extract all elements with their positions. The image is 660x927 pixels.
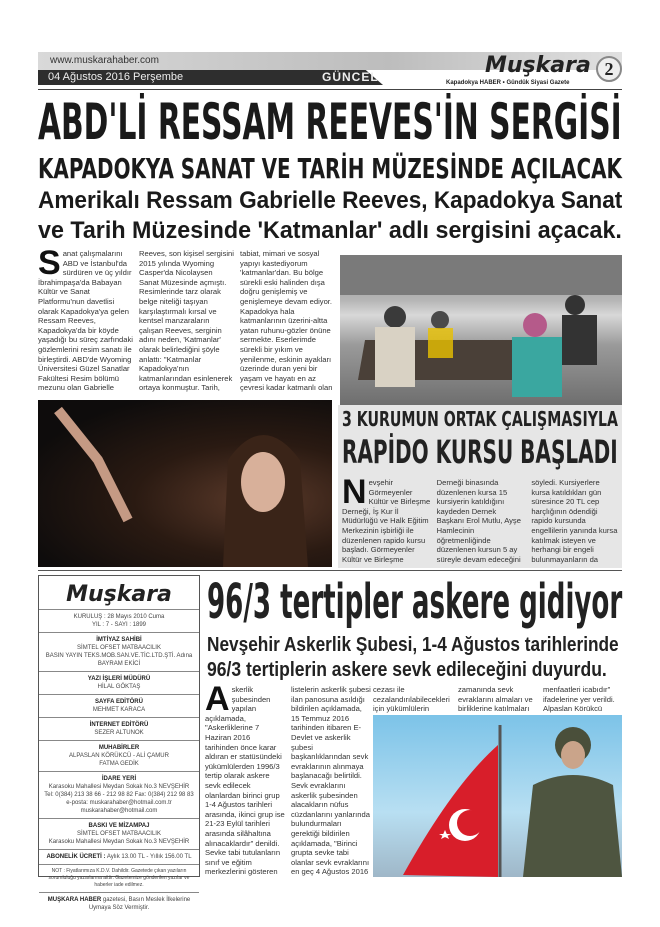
masthead-section-title: İMTİYAZ SAHİBİ bbox=[96, 637, 142, 643]
newspaper-logo: Muşkara bbox=[485, 53, 591, 78]
masthead-section bbox=[39, 740, 199, 771]
masthead-section-line: ALPASLAN KÖRÜKCÜ - ALİ ÇAMUR bbox=[69, 753, 169, 759]
article3-subhead-2-wrap bbox=[207, 659, 660, 682]
reeves-photo bbox=[38, 400, 332, 567]
article2-kicker-wrap bbox=[342, 408, 660, 431]
masthead-founded-row bbox=[39, 609, 199, 632]
subscription-label: ABONELİK ÜCRETİ : bbox=[46, 854, 106, 860]
article2-text: evşehir Görmeyenler Kültür ve Birleşme Derneği, İş Kur İl Müdürlüğü ve Halk Eğitim Merkezinin işbirliği ile düzenlenen rapido kursu başladı. Görmeyenler Kültür ve Birleşme Derneği binasında düzenlenen kursa 15 kursiyerin katıldığını kaydeden Dernek Başkanı Erol Mutlu, Ayşe Hamlecinin öğretmenliğinde düzenlenen kursun 5 ay süreyle devam edeceğini söyledi. Kursiyerlere kursa katıldıkları gün süresince 20 TL cep harçlığının ödendiği rapido kursunda engellilerin yanında kursa katılmak isteyen ve herhangi bir engeli bulunmayanların da bbox=[342, 478, 618, 564]
masthead-section-line: Karasoku Mahallesi Meydan Sokak No.3 NEVŞEHİR bbox=[48, 784, 190, 790]
masthead-section bbox=[39, 771, 199, 818]
masthead-section-line: FATMA GEDİK bbox=[99, 761, 139, 767]
masthead-section-line: SEZER ALTUNOK bbox=[94, 730, 144, 736]
article3-body-cont bbox=[373, 685, 622, 714]
article1-headline-wrap bbox=[38, 95, 622, 150]
article2-headline-wrap bbox=[342, 434, 660, 471]
article3-dropcap: A bbox=[205, 685, 230, 718]
article1-body bbox=[38, 249, 335, 397]
article3-subhead-1-wrap bbox=[207, 634, 660, 657]
article1-headline: ABD'Lİ RESSAM REEVES'İN SERGİSİ bbox=[38, 93, 622, 151]
masthead-founded: KURULUŞ : 28 Mayıs 2010 Cuma bbox=[73, 614, 165, 620]
issue-date: 04 Ağustos 2016 Perşembe bbox=[48, 71, 184, 83]
masthead-section-title: MUHABİRLER bbox=[98, 745, 140, 751]
article3-headline-wrap bbox=[207, 575, 660, 630]
header-divider bbox=[38, 89, 622, 90]
turkish-flag-soldier-image bbox=[373, 715, 622, 877]
masthead-section-line: muskarahaber@hotmail.com bbox=[80, 808, 158, 814]
logo-tagline: Kapadokya HABER • Gündük Siyasi Gazete bbox=[446, 80, 570, 86]
article2-kicker: 3 KURUMUN ORTAK ÇALIŞMASIYLA bbox=[342, 407, 618, 431]
article1-subhead-2-wrap bbox=[38, 217, 640, 245]
article1-subhead-1: Amerikalı Ressam Gabrielle Reeves, Kapadokya Sanat bbox=[38, 187, 623, 214]
masthead-sections bbox=[39, 632, 199, 849]
pledge-text: gazetesi, Basın Meslek İlkelerine Uymaya Söz Vermiştir. bbox=[88, 897, 191, 911]
article1-subhead-2: ve Tarih Müzesinde 'Katmanlar' adlı sergisini açacak. bbox=[38, 217, 622, 244]
masthead-pledge-row bbox=[39, 892, 199, 915]
article3-headline: 96/3 tertipler askere gidiyor bbox=[207, 574, 623, 630]
masthead-logo: Muşkara bbox=[66, 582, 172, 607]
article2-body bbox=[342, 478, 620, 566]
masthead-section-title: BASKI VE MİZAMPAJ bbox=[88, 823, 150, 829]
page-number: 2 bbox=[596, 56, 622, 82]
article1-text: anat çalışmalarını ABD ve İstanbul'da sürdüren ve üç yıldır İbrahimpaşa'da Babayan Kültür ve Sanat Platformu'nun davetlisi olarak Kapadokya'ya gelen Ressam Reeves, Kapadokya'da bir köyde yaşadığı bu süreç zarfındaki gözlemlerini resim sanatı ile birleştirdi. ABD'de Wyoming Üniversitesi Güzel Sanatlar Fakültesi Resim bölümü mezunu olan Gabrielle Reeves, son kişisel sergisini 2015 yılında Wyoming Casper'da Nicolaysen Sanat Müzesinde açmıştı. Resimlerinde tarz olarak belge niteliği taşıyan karşılaştırmalı kırsal ve kentsel manzaraların çalışan Reeves, serginin adını neden, 'Katmanlar' olarak belirlediğini şöyle anlattı: "Katmanlar Kapadokya'nın katmanlarından esinlenerek ortaya konmuştur. Tarih, tabiat, mimari ve sosyal yapıyı kastediyorum 'katmanlar'dan. Bu bölge sürekli eski halinden dışa doğru genişlemiş ve genişlemeye devam ediyor. Kapadokya hala katmanlarının üzerini-altta yatan ruhunu-gözler önüne sermekte. Eserlerimde sürekli bir yıkım ve yenilenme, eskinin ayakları üzerinde duran yeni bir yaşam ve hayatı en az çevresi kadar katmanlı olan bbox=[38, 249, 333, 393]
masthead-subscription-row bbox=[39, 849, 199, 864]
article2-headline: RAPİDO KURSU BAŞLADI bbox=[342, 433, 618, 471]
masthead-section bbox=[39, 694, 199, 717]
masthead-section-line: Karasoku Mahallesi Meydan Sokak No.3 NEVŞEHİR bbox=[48, 839, 190, 845]
masthead-issue: YIL : 7 - SAYI : 1899 bbox=[91, 622, 147, 628]
article3-text-cont: cezası ile cezalandırılabilecekleri için yükümlülerin zamanında sevk evraklarını almaları ve birliklerine katılmaları menfaatleri icabıdır" ifadelerine yer verildi. Alpaslan Körükcü bbox=[373, 685, 615, 714]
masthead-section-line: SİMTEL OFSET MATBAACILIK bbox=[77, 645, 161, 651]
masthead-section-line: SİMTEL OFSET MATBAACILIK bbox=[77, 831, 161, 837]
masthead-section-line: Tel: 0(384) 213 38 66 - 212 98 82 Fax: 0(384) 212 98 83 bbox=[44, 792, 194, 798]
masthead-section-line: MEHMET KARACA bbox=[92, 707, 146, 713]
pledge-name: MUŞKARA HABER bbox=[47, 897, 102, 903]
article1-dropcap: S bbox=[38, 249, 61, 282]
article1-headline2: KAPADOKYA SANAT VE TARİH MÜZESİNDE AÇILACAK bbox=[38, 152, 622, 185]
article3-subhead-2: 96/3 tertiplerin askere sevk edileceğini duyurdu. bbox=[207, 659, 607, 681]
article1-headline2-wrap bbox=[38, 153, 622, 185]
masthead-section bbox=[39, 632, 199, 671]
soldier-flag-photo bbox=[373, 715, 622, 877]
article2-dropcap: N bbox=[342, 478, 367, 511]
masthead-section-line: BAYRAM EKİCİ bbox=[97, 661, 141, 667]
masthead-section-title: İNTERNET EDİTÖRÜ bbox=[89, 722, 149, 728]
masthead-section-title: İDARE YERİ bbox=[101, 776, 137, 782]
masthead-section bbox=[39, 671, 199, 694]
masthead-note: NOT : Fiyatlarımıza K.D.V. Dahildir. Gazetede çıkan yazıların sorumluluğu yazarlarına aittir. Gazetemize gönderilen yazılar ve haberler iade edilmez. bbox=[39, 864, 199, 892]
article3-text: skerlik şubesinden yapılan açıklamada, "Askerliklerine 7 Haziran 2016 tarihinden önce karar aldıran er statüsündeki yükümlülerden 1996/3 tertip olarak askere sevk edilecek olanlardan birinci grup 1-4 Ağustos tarihleri arasında, ikinci grup ise 21-23 Eylül tarihleri arasında silâhaltına alınacaklardır" denildi. Sevke tabi tutulanların sınıf ve eğitim merkezlerini gösteren listelerin askerlik şubesi ilan panosuna asıldığı bildirilen açıklamada, 15 Temmuz 2016 tarihinden itibaren E-Devlet ve askerlik şubesi başkanlıklarından sevk evraklarının alınmaya başlanacağı belirtildi. Sevk evraklarını askerlik şubesinden alacakların nüfus cüzdanlarını yanlarında bulundurmaları gerektiği bildirilen açıklamada, "Birinci grupta sevke tabi olanlar sevk evraklarını en geç 4 Ağustos 2016 bbox=[205, 685, 371, 877]
article3-body bbox=[205, 685, 371, 877]
rapido-course-photo bbox=[340, 255, 622, 405]
artist-portrait-image bbox=[38, 400, 332, 567]
subscription-price: Aylık 13.00 TL - Yıllık 156.00 TL bbox=[106, 854, 192, 860]
section-divider bbox=[38, 570, 622, 571]
section-label: GÜNCEL bbox=[322, 70, 379, 84]
masthead-section-line: e-posta: muskarahaber@hotmail.com.tr bbox=[66, 800, 172, 806]
masthead-section bbox=[39, 717, 199, 740]
classroom-scene-image bbox=[340, 255, 622, 405]
masthead-box bbox=[38, 575, 200, 911]
masthead-section-line: HİLAL GÖKTAŞ bbox=[97, 684, 141, 690]
article3-subhead-1: Nevşehir Askerlik Şubesi, 1-4 Ağustos tarihlerinde bbox=[207, 634, 619, 656]
masthead-section-title: SAYFA EDİTÖRÜ bbox=[95, 699, 143, 705]
article1-subhead-1-wrap bbox=[38, 187, 658, 215]
masthead-section-title: YAZI İŞLERİ MÜDÜRÜ bbox=[87, 676, 151, 682]
masthead-section bbox=[39, 818, 199, 849]
website-url: www.muskarahaber.com bbox=[50, 55, 159, 66]
masthead-section-line: BASIN YAYIN TEKS.MOB.SAN.VE.TİC.LTD.ŞTİ. Adına bbox=[45, 653, 193, 659]
